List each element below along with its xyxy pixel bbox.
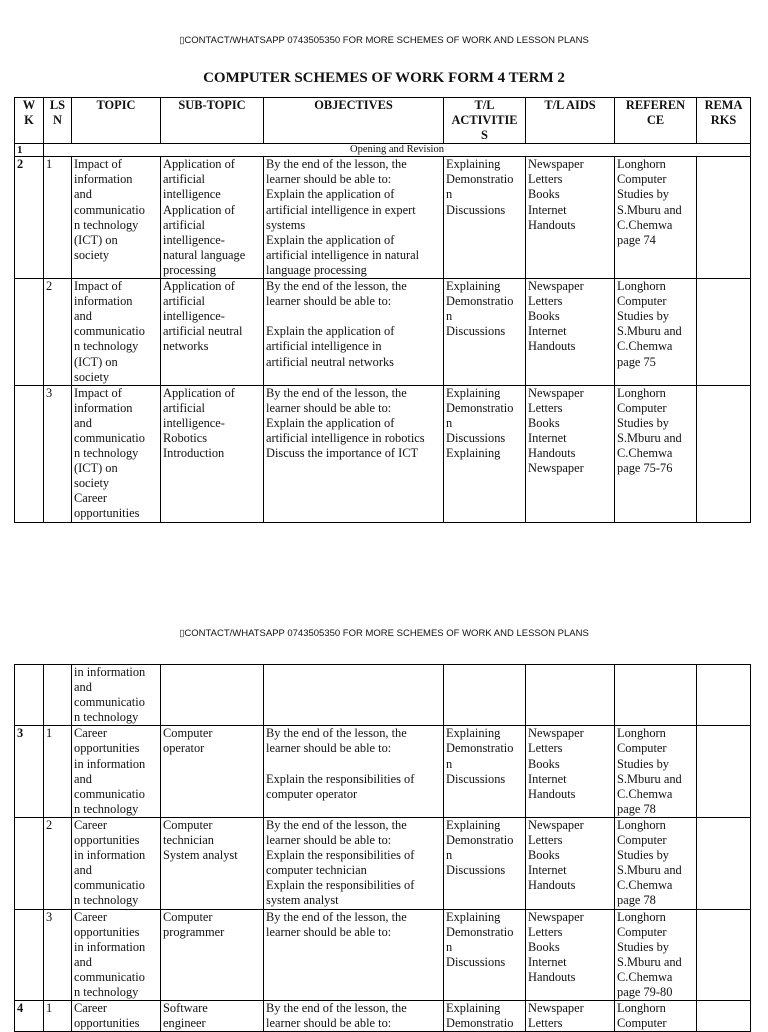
cell-aids: Newspaper Letters Books Internet Handouts [526, 909, 615, 1001]
cell-topic: Impact of information and communicatio n technology (ICT) on society [72, 279, 161, 386]
header-objectives: OBJECTIVES [264, 98, 444, 144]
cell-lsn: 3 [44, 385, 72, 522]
cell-remarks [697, 909, 751, 1001]
cell-activities: Explaining Demonstratio n Discussions [444, 909, 526, 1001]
schemes-table-page-1 [14, 97, 751, 523]
header-remarks: REMA RKS [697, 98, 751, 144]
cell-remarks [697, 726, 751, 818]
cell-lsn: 3 [44, 909, 72, 1001]
table-row [15, 909, 751, 1001]
cell-lsn: 1 [44, 726, 72, 818]
cell-activities: Explaining Demonstratio n Discussions [444, 157, 526, 279]
cell-subtopic: Software engineer [161, 1001, 264, 1032]
cell-lsn: 1 [44, 1001, 72, 1032]
cell-activities: Explaining Demonstratio n Discussions [444, 726, 526, 818]
cell-activities: Explaining Demonstratio [444, 1001, 526, 1032]
cell-wk [15, 665, 44, 726]
cell-activities: Explaining Demonstratio n Discussions Explaining [444, 385, 526, 522]
cell-remarks [697, 1001, 751, 1032]
cell-aids: Newspaper Letters Books Internet Handouts [526, 817, 615, 909]
cell-objectives: By the end of the lesson, the learner should be able to: Explain the application of artificial intelligence in robotics Discuss the importance of ICT [264, 385, 444, 522]
cell-lsn [44, 665, 72, 726]
cell-remarks [697, 817, 751, 909]
header-wk: W K [15, 98, 44, 144]
cell-subtopic: Application of artificial intelligence Application of artificial intelligence- natural language processing [161, 157, 264, 279]
cell-remarks [697, 279, 751, 386]
cell-topic: Impact of information and communicatio n technology (ICT) on society [72, 157, 161, 279]
cell-reference: Longhorn Computer Studies by S.Mburu and C.Chemwa page 78 [615, 726, 697, 818]
header-topic: TOPIC [72, 98, 161, 144]
cell-reference [615, 665, 697, 726]
cell-subtopic: Computer operator [161, 726, 264, 818]
opening-week: 1 [15, 144, 44, 157]
cell-wk [15, 817, 44, 909]
table-row [15, 665, 751, 726]
cell-wk: 2 [15, 157, 44, 279]
cell-subtopic: Computer programmer [161, 909, 264, 1001]
header-banner: ▯CONTACT/WHATSAPP 0743505350 FOR MORE SCHEMES OF WORK AND LESSON PLANS [179, 35, 589, 46]
cell-topic: Career opportunities in information and communicatio n technology [72, 817, 161, 909]
table-header-row [15, 98, 751, 144]
cell-reference: Longhorn Computer [615, 1001, 697, 1032]
cell-wk [15, 279, 44, 386]
cell-objectives: By the end of the lesson, the learner should be able to: Explain the responsibilities of computer operator [264, 726, 444, 818]
cell-objectives: By the end of the lesson, the learner should be able to: Explain the responsibilities of computer technician Explain the responsibilities of system analyst [264, 817, 444, 909]
header-reference: REFEREN CE [615, 98, 697, 144]
cell-objectives: By the end of the lesson, the learner should be able to: [264, 909, 444, 1001]
cell-remarks [697, 665, 751, 726]
cell-reference: Longhorn Computer Studies by S.Mburu and C.Chemwa page 74 [615, 157, 697, 279]
table-row [15, 726, 751, 818]
header-aids: T/L AIDS [526, 98, 615, 144]
header-banner-page-2: ▯CONTACT/WHATSAPP 0743505350 FOR MORE SCHEMES OF WORK AND LESSON PLANS [179, 628, 589, 639]
cell-wk: 4 [15, 1001, 44, 1032]
cell-reference: Longhorn Computer Studies by S.Mburu and C.Chemwa page 75 [615, 279, 697, 386]
cell-topic: in information and communicatio n technology [72, 665, 161, 726]
cell-objectives: By the end of the lesson, the learner should be able to: Explain the application of artificial intelligence in artificial neutral networks [264, 279, 444, 386]
cell-topic: Impact of information and communicatio n technology (ICT) on society Career opportunities [72, 385, 161, 522]
schemes-table-page-2 [14, 664, 751, 1032]
cell-reference: Longhorn Computer Studies by S.Mburu and C.Chemwa page 75-76 [615, 385, 697, 522]
table-row [15, 279, 751, 386]
cell-wk [15, 385, 44, 522]
cell-objectives [264, 665, 444, 726]
cell-activities [444, 665, 526, 726]
cell-subtopic [161, 665, 264, 726]
cell-lsn: 2 [44, 817, 72, 909]
cell-remarks [697, 385, 751, 522]
table-row [15, 1001, 751, 1032]
cell-aids: Newspaper Letters Books Internet Handouts [526, 279, 615, 386]
cell-aids: Newspaper Letters Books Internet Handouts [526, 726, 615, 818]
cell-wk: 3 [15, 726, 44, 818]
cell-aids: Newspaper Letters Books Internet Handouts Newspaper [526, 385, 615, 522]
cell-topic: Career opportunities in information and communicatio n technology [72, 726, 161, 818]
cell-lsn: 1 [44, 157, 72, 279]
opening-row [15, 144, 751, 157]
cell-lsn: 2 [44, 279, 72, 386]
table-row [15, 385, 751, 522]
cell-subtopic: Application of artificial intelligence- artificial neutral networks [161, 279, 264, 386]
cell-topic: Career opportunities [72, 1001, 161, 1032]
cell-objectives: By the end of the lesson, the learner should be able to: Explain the application of artificial intelligence in expert systems Explain the application of artificial intelligence in natural language processing [264, 157, 444, 279]
cell-topic: Career opportunities in information and communicatio n technology [72, 909, 161, 1001]
cell-aids: Newspaper Letters [526, 1001, 615, 1032]
cell-activities: Explaining Demonstratio n Discussions [444, 279, 526, 386]
header-activities: T/L ACTIVITIE S [444, 98, 526, 144]
header-subtopic: SUB-TOPIC [161, 98, 264, 144]
cell-wk [15, 909, 44, 1001]
cell-reference: Longhorn Computer Studies by S.Mburu and C.Chemwa page 79-80 [615, 909, 697, 1001]
table-row [15, 157, 751, 279]
document-title: COMPUTER SCHEMES OF WORK FORM 4 TERM 2 [203, 70, 565, 86]
cell-remarks [697, 157, 751, 279]
header-lsn: LS N [44, 98, 72, 144]
cell-subtopic: Application of artificial intelligence- Robotics Introduction [161, 385, 264, 522]
cell-reference: Longhorn Computer Studies by S.Mburu and C.Chemwa page 78 [615, 817, 697, 909]
opening-note: Opening and Revision [44, 144, 751, 157]
cell-activities: Explaining Demonstratio n Discussions [444, 817, 526, 909]
cell-aids [526, 665, 615, 726]
cell-objectives: By the end of the lesson, the learner should be able to: [264, 1001, 444, 1032]
cell-subtopic: Computer technician System analyst [161, 817, 264, 909]
table-row [15, 817, 751, 909]
cell-aids: Newspaper Letters Books Internet Handouts [526, 157, 615, 279]
